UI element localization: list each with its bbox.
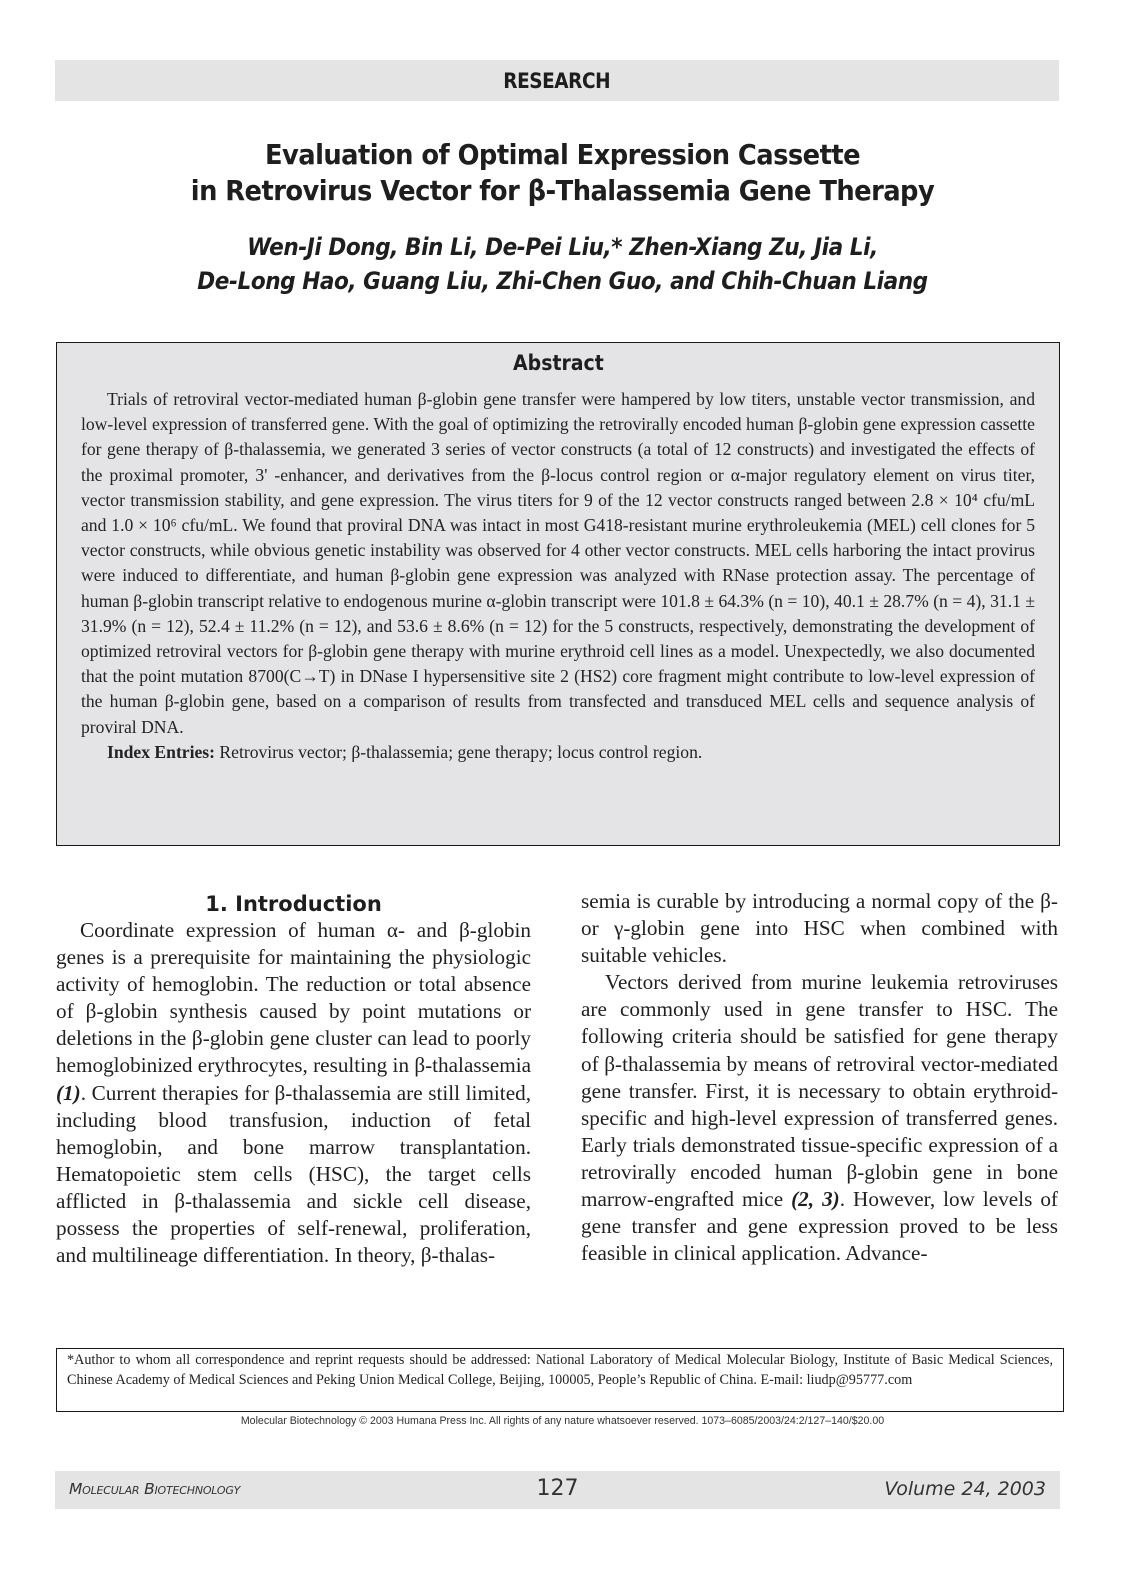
page-footer [55,1471,1060,1509]
author-line-2: De-Long Hao, Guang Liu, Zhi-Chen Guo, and Chih-Chuan Liang [197,267,928,295]
abstract-body [81,387,1035,765]
section-label: RESEARCH [503,68,611,93]
intro-paragraph-1: Coordinate expression of human α- and β-globin genes is a prerequisite for maintaining the physiologic activity of hemoglobin. The reduction or total absence of β-globin synthesis caused by point mutations or deletions in the β-globin gene cluster can lead to poorly hemoglobinized erythrocytes, resulting in β-thalassemia (1). Current therapies for β-thalassemia are still limited, including blood transfusion, induction of fetal hemoglobin, and bone marrow transplantation. Hematopoietic stem cells (HSC), the target cells afflicted in β-thalassemia and sickle cell disease, possess the properties of self-renewal, proliferation, and multilineage differentiation. In theory, β-thalas- [56,918,532,1268]
index-entries-label: Index Entries: [107,741,216,762]
abstract-heading: Abstract [512,351,604,375]
correspondence-footnote: *Author to whom all correspondence and reprint requests should be addressed: National Laboratory of Medical Molecular Biology, Institute of Basic Medical Sciences, Chinese Academy of Medical Sciences and Peking Union Medical College, Beijing, 100005, People’s Republic of China. E-mail: liudp@95777.com [56,1348,1064,1412]
citation-link[interactable]: (2, 3) [791,1187,840,1212]
footer-journal-name: Molecular Biotechnology [69,1480,241,1498]
left-column [56,888,531,1269]
right-column [581,888,1058,1267]
introduction-heading: 1. Introduction [205,892,382,916]
title-line-1: Evaluation of Optimal Expression Cassette [264,138,861,171]
citation-link[interactable]: (1) [56,1080,81,1105]
author-line-1: Wen-Ji Dong, Bin Li, De-Pei Liu,* Zhen-Xiang Zu, Jia Li, [247,233,878,261]
abstract-paragraph: Trials of retroviral vector-mediated human β-globin gene transfer were hampered by low titers, unstable vector transmission, and low-level expression of transferred gene. With the goal of optimizing the retrovirally encoded human β-globin gene expression cassette for gene therapy of β-thalassemia, we generated 3 series of vector constructs (a total of 12 constructs) and investigated the effects of the proximal promoter, 3' -enhancer, and derivatives from the β-locus control region or α-major regulatory element on virus titer, vector transmission stability, and gene expression. The virus titers for 9 of the 12 vector constructs ranged between 2.8 × 10⁴ cfu/mL and 1.0 × 10⁶ cfu/mL. We found that proviral DNA was intact in most G418-resistant murine erythroleukemia (MEL) cell clones for 5 vector constructs, while obvious genetic instability was observed for 4 other vector constructs. MEL cells harboring the intact provirus were induced to differentiate, and human β-globin gene expression was analyzed with RNase protection assay. The percentage of human β-globin transcript relative to endogenous murine α-globin transcript were 101.8 ± 64.3% (n = 10), 40.1 ± 28.7% (n = 4), 31.1 ± 31.9% (n = 12), 52.4 ± 11.2% (n = 12), and 53.6 ± 8.6% (n = 12) for the 5 constructs, respectively, demonstrating the development of optimized retroviral vectors for β-globin gene therapy with murine erythroid cell lines as a model. Unexpectedly, we also documented that the point mutation 8700(C→T) in DNase I hypersensitive site 2 (HS2) core fragment might contribute to low-level expression of the human β-globin gene, based on a comparison of results from transfected and transduced MEL cells and sequence analysis of proviral DNA. [81,389,1035,737]
intro-paragraph-1-continued: semia is curable by introducing a normal copy of the β- or γ-globin gene into HSC when combined with suitable vehicles. [581,889,1058,968]
section-banner [55,60,1059,101]
footer-volume: Volume 24, 2003 [884,1478,1046,1500]
intro-paragraph-2: Vectors derived from murine leukemia retroviruses are commonly used in gene transfer to HSC. The following criteria should be satisfied for gene therapy of β-thalassemia by means of retroviral vector-mediated gene transfer. First, it is necessary to obtain erythroid-specific and high-level expression of transferred genes. Early trials demonstrated tissue-specific expression of a retrovirally encoded human β-globin gene in bone marrow-engrafted mice (2, 3). However, low levels of gene transfer and gene expression proved to be less feasible in clinical application. Advance- [581,970,1058,1266]
article-title [0,137,1125,209]
index-entries [81,740,1035,765]
copyright-line: Molecular Biotechnology © 2003 Humana Press Inc. All rights of any nature whatsoever reserved. 1073–6085/2003/24:2/127–140/$20.00 [240,1415,885,1427]
abstract-box [56,342,1060,846]
title-line-2: in Retrovirus Vector for β-Thalassemia Gene Therapy [190,174,935,207]
page-number: 127 [536,1476,579,1501]
author-list [0,230,1125,298]
index-entries-text: Retrovirus vector; β-thalassemia; gene therapy; locus control region. [215,741,703,762]
